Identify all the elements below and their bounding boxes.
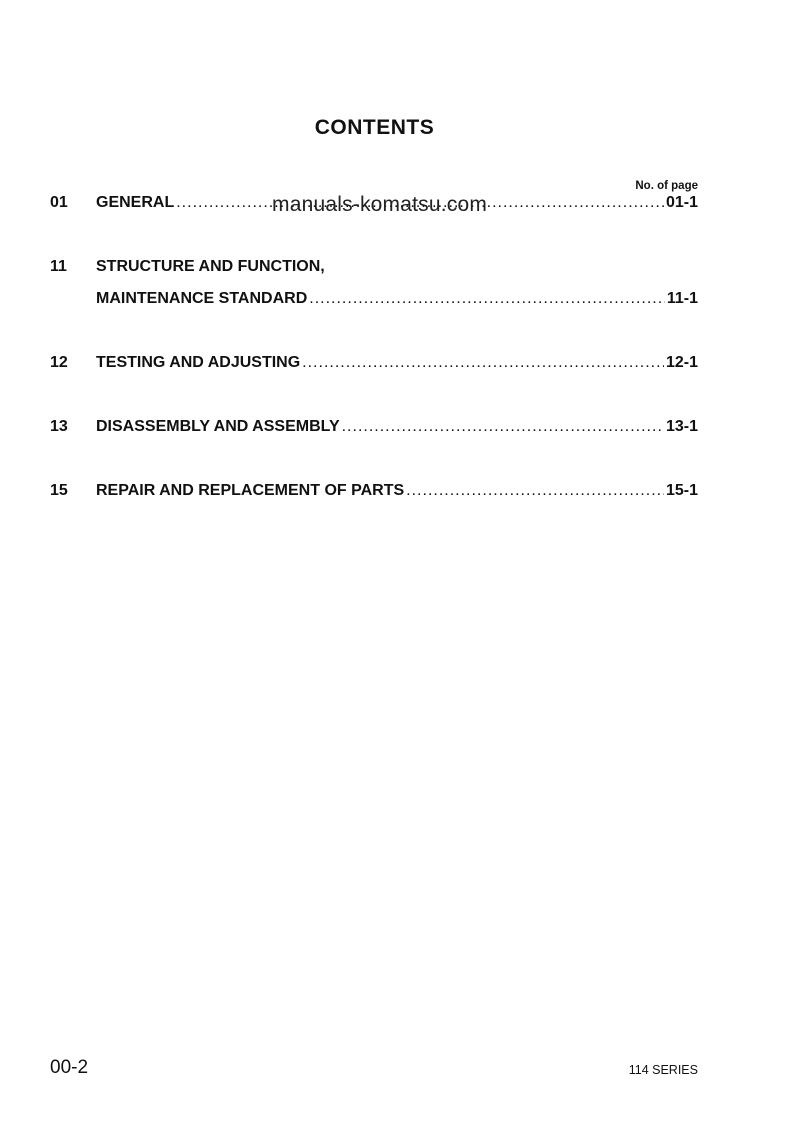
toc-entry-title-continued: MAINTENANCE STANDARD bbox=[96, 290, 308, 307]
toc-entry-structure-heading bbox=[50, 258, 698, 280]
toc-leader-dots bbox=[309, 290, 665, 308]
toc-entry-title: GENERAL bbox=[96, 194, 175, 211]
footer-page-number: 00-2 bbox=[50, 1057, 89, 1078]
toc-entry-number: 01 bbox=[50, 194, 68, 211]
toc-entry-title: DISASSEMBLY AND ASSEMBLY bbox=[96, 418, 340, 435]
toc-entry-repair bbox=[50, 482, 698, 504]
page-title: CONTENTS bbox=[314, 116, 435, 139]
toc-entry-page: 11-1 bbox=[666, 290, 698, 307]
toc-entry-testing bbox=[50, 354, 698, 376]
toc-leader-dots bbox=[302, 354, 664, 372]
footer-series: 114 SERIES bbox=[628, 1063, 698, 1077]
toc-entry-page: 12-1 bbox=[665, 354, 698, 371]
toc-entry-title: STRUCTURE AND FUNCTION, bbox=[96, 258, 325, 275]
toc-entry-disassembly bbox=[50, 418, 698, 440]
toc-entry-number: 12 bbox=[50, 354, 68, 371]
toc-entry-page: 13-1 bbox=[665, 418, 698, 435]
toc-entry-title: REPAIR AND REPLACEMENT OF PARTS bbox=[96, 482, 405, 499]
toc-entry-page: 15-1 bbox=[665, 482, 698, 499]
toc-leader-dots bbox=[406, 482, 664, 500]
toc-entry-structure bbox=[50, 290, 698, 312]
toc-entry-number: 15 bbox=[50, 482, 68, 499]
toc-entry-title: TESTING AND ADJUSTING bbox=[96, 354, 301, 371]
page-column-label: No. of page bbox=[635, 180, 698, 192]
toc-leader-dots bbox=[342, 418, 664, 436]
toc-entry-page: 01-1 bbox=[665, 194, 698, 211]
watermark-text: manuals-komatsu.com bbox=[272, 193, 488, 216]
toc-entry-number: 13 bbox=[50, 418, 68, 435]
toc-entry-number: 11 bbox=[50, 258, 67, 275]
